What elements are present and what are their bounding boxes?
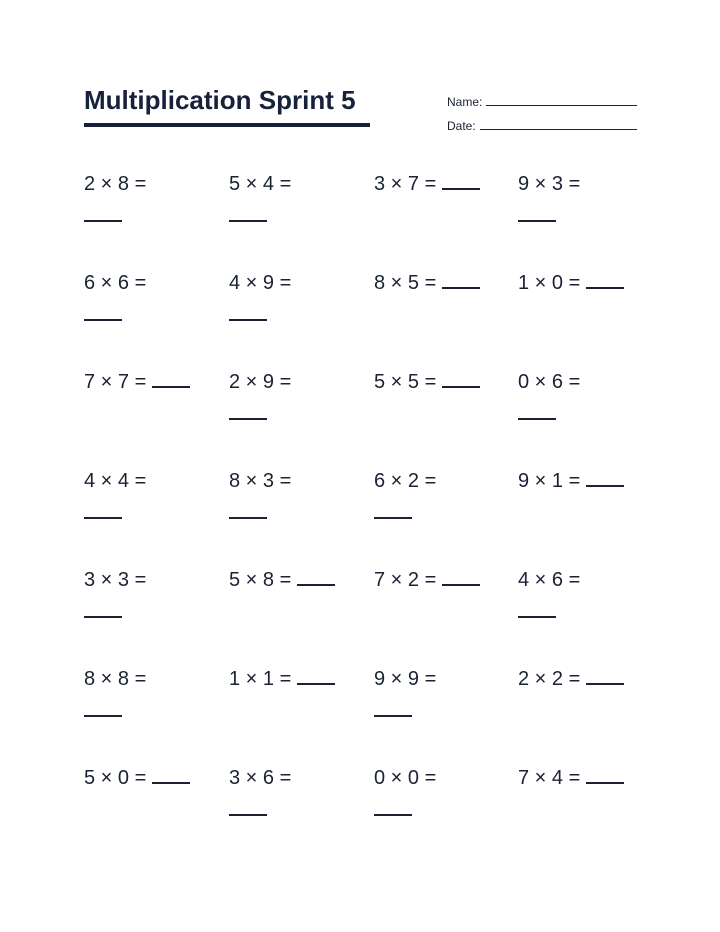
problem-item: [374, 267, 514, 299]
answer-blank[interactable]: [374, 497, 412, 519]
date-row: [447, 109, 637, 133]
answer-blank[interactable]: [374, 695, 412, 717]
problem-expression: 2 × 8 =: [84, 173, 147, 195]
problem-expression: 6 × 2 =: [374, 470, 437, 492]
date-label: Date:: [447, 119, 476, 133]
answer-blank[interactable]: [84, 596, 122, 618]
answer-blank[interactable]: [442, 564, 480, 586]
problem-expression: 1 × 0 =: [518, 272, 581, 294]
problem-item: [229, 663, 369, 695]
problem-item: [518, 168, 658, 232]
title-underline: [84, 123, 370, 127]
problem-expression: 2 × 2 =: [518, 668, 581, 690]
problem-expression: 9 × 1 =: [518, 470, 581, 492]
name-label: Name:: [447, 95, 483, 109]
problem-item: [229, 168, 369, 232]
answer-blank[interactable]: [297, 564, 335, 586]
answer-blank[interactable]: [374, 794, 412, 816]
problem-expression: 3 × 6 =: [229, 767, 292, 789]
problem-row: [84, 267, 664, 366]
problem-item: [84, 663, 224, 727]
problem-expression: 8 × 3 =: [229, 470, 292, 492]
date-field[interactable]: [480, 115, 637, 130]
answer-blank[interactable]: [518, 398, 556, 420]
answer-blank[interactable]: [297, 663, 335, 685]
problem-row: [84, 465, 664, 564]
name-row: [447, 85, 637, 109]
problem-item: [229, 267, 369, 331]
title-block: [84, 84, 356, 116]
problem-item: [229, 564, 369, 596]
problem-expression: 1 × 1 =: [229, 668, 292, 690]
problem-item: [518, 465, 658, 497]
problem-expression: 7 × 4 =: [518, 767, 581, 789]
problem-row: [84, 168, 664, 267]
answer-blank[interactable]: [229, 299, 267, 321]
problem-item: [374, 663, 514, 727]
answer-blank[interactable]: [586, 465, 624, 487]
problem-item: [518, 366, 658, 430]
answer-blank[interactable]: [84, 200, 122, 222]
problem-item: [518, 762, 658, 794]
problem-item: [518, 663, 658, 695]
problem-item: [84, 465, 224, 529]
answer-blank[interactable]: [152, 762, 190, 784]
answer-blank[interactable]: [84, 497, 122, 519]
answer-blank[interactable]: [442, 168, 480, 190]
answer-blank[interactable]: [518, 200, 556, 222]
problem-item: [518, 564, 658, 628]
problem-expression: 6 × 6 =: [84, 272, 147, 294]
problem-row: [84, 762, 664, 861]
answer-blank[interactable]: [442, 267, 480, 289]
answer-blank[interactable]: [229, 200, 267, 222]
student-info: [447, 85, 637, 133]
worksheet-header: [84, 84, 636, 134]
answer-blank[interactable]: [229, 497, 267, 519]
problem-item: [84, 762, 224, 794]
problem-item: [229, 762, 369, 826]
problem-expression: 5 × 0 =: [84, 767, 147, 789]
problem-expression: 4 × 4 =: [84, 470, 147, 492]
answer-blank[interactable]: [152, 366, 190, 388]
answer-blank[interactable]: [442, 366, 480, 388]
answer-blank[interactable]: [84, 299, 122, 321]
problem-expression: 0 × 6 =: [518, 371, 581, 393]
problem-expression: 7 × 7 =: [84, 371, 147, 393]
answer-blank[interactable]: [586, 762, 624, 784]
problem-item: [84, 267, 224, 331]
problem-expression: 9 × 9 =: [374, 668, 437, 690]
answer-blank[interactable]: [518, 596, 556, 618]
problem-expression: 4 × 9 =: [229, 272, 292, 294]
answer-blank[interactable]: [586, 267, 624, 289]
problem-expression: 5 × 5 =: [374, 371, 437, 393]
problem-expression: 5 × 8 =: [229, 569, 292, 591]
problem-grid: [84, 168, 664, 861]
problem-row: [84, 663, 664, 762]
problem-expression: 0 × 0 =: [374, 767, 437, 789]
problem-row: [84, 564, 664, 663]
problem-expression: 8 × 8 =: [84, 668, 147, 690]
answer-blank[interactable]: [229, 794, 267, 816]
problem-item: [374, 465, 514, 529]
problem-item: [374, 564, 514, 596]
problem-expression: 8 × 5 =: [374, 272, 437, 294]
problem-item: [374, 762, 514, 826]
problem-expression: 2 × 9 =: [229, 371, 292, 393]
problem-expression: 4 × 6 =: [518, 569, 581, 591]
problem-expression: 5 × 4 =: [229, 173, 292, 195]
problem-expression: 3 × 3 =: [84, 569, 147, 591]
name-field[interactable]: [486, 91, 637, 106]
problem-item: [229, 465, 369, 529]
problem-expression: 9 × 3 =: [518, 173, 581, 195]
page-title: Multiplication Sprint 5: [84, 85, 356, 115]
problem-item: [374, 366, 514, 398]
problem-item: [84, 366, 224, 398]
problem-row: [84, 366, 664, 465]
problem-expression: 3 × 7 =: [374, 173, 437, 195]
problem-item: [518, 267, 658, 299]
answer-blank[interactable]: [229, 398, 267, 420]
problem-item: [374, 168, 514, 200]
problem-expression: 7 × 2 =: [374, 569, 437, 591]
problem-item: [84, 168, 224, 232]
problem-item: [84, 564, 224, 628]
answer-blank[interactable]: [84, 695, 122, 717]
answer-blank[interactable]: [586, 663, 624, 685]
problem-item: [229, 366, 369, 430]
